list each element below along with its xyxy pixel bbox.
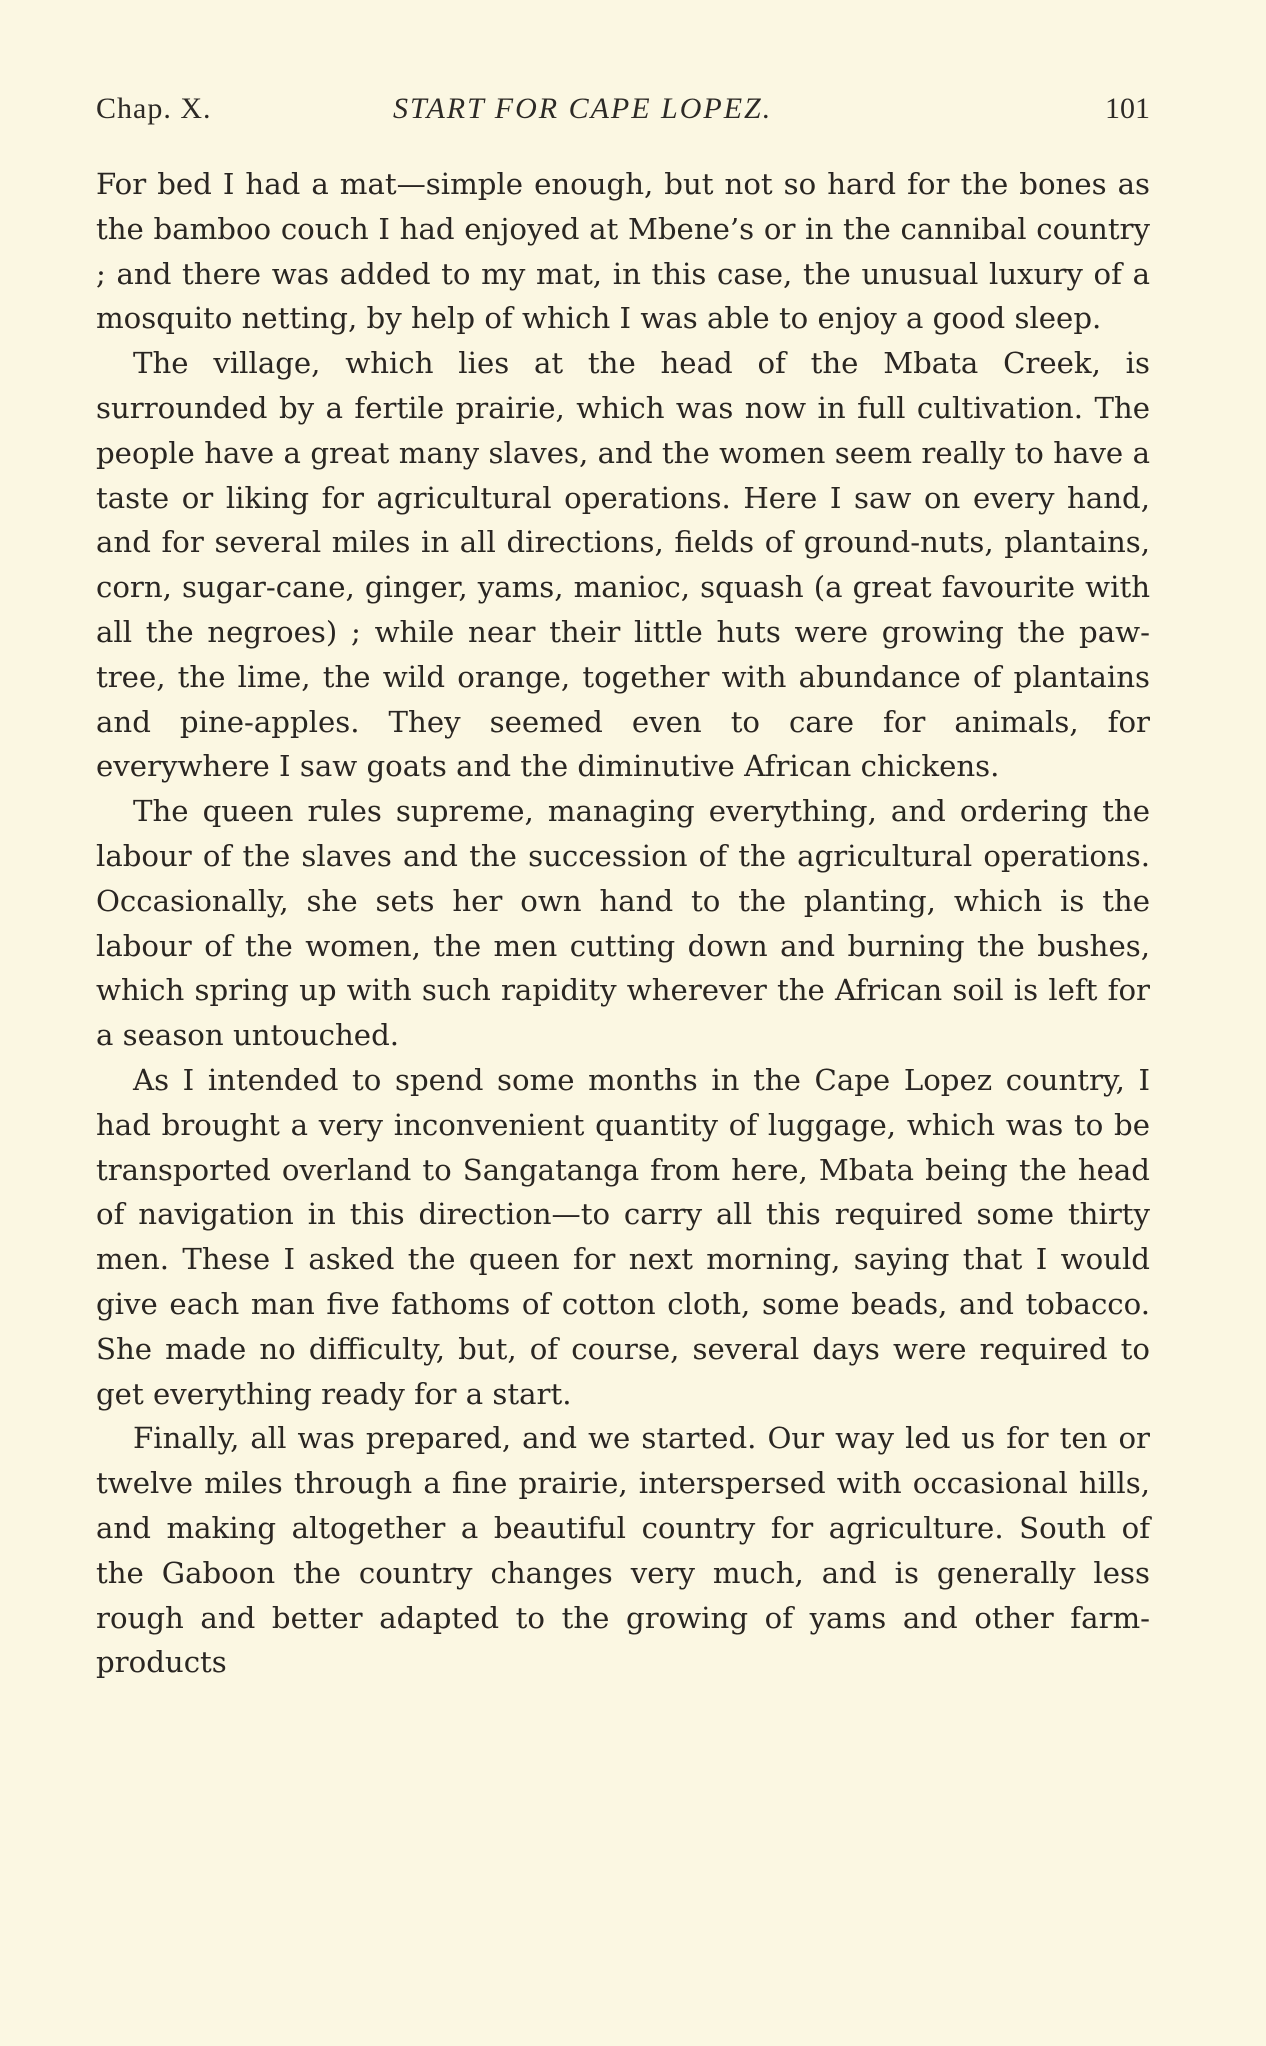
chapter-label: Chap. X. xyxy=(96,92,212,125)
paragraph: Finally, all was prepared, and we started. Our way led us for ten or twelve miles through a fine prairie, interspersed with occasional hills, and making altogether a beautiful country for agriculture. South of the Gaboon the country changes very much, and is generally less rough and better adapted to the growing of yams and other farm-products xyxy=(96,1421,1150,1680)
body-text xyxy=(96,162,1150,1685)
paragraph: As I intended to spend some months in the Cape Lopez country, I had brought a very inconvenient quantity of luggage, which was to be transported overland to Sangatanga from here, Mbata being the head of navigation in this direction—to carry all this required some thirty men. These I asked the queen for next morning, saying that I would give each man five fathoms of cotton cloth, some beads, and tobacco. She made no difficulty, but, of course, several days were required to get everything ready for a start. xyxy=(96,1062,1150,1411)
running-title: START FOR CAPE LOPEZ. xyxy=(393,92,773,125)
page-number: 101 xyxy=(1105,92,1150,125)
running-header xyxy=(96,92,1150,132)
paragraph: The village, which lies at the head of the Mbata Creek, is surrounded by a fertile prairie, which was now in full cultivation. The people have a great many slaves, and the women seem really to have a taste or liking for agricultural operations. Here I saw on every hand, and for several miles in all directions, fields of ground-nuts, plantains, corn, sugar-cane, ginger, yams, manioc, squash (a great favourite with all the negroes) ; while near their little huts were growing the paw-tree, the lime, the wild orange, together with abundance of plantains and pine-apples. They seemed even to care for animals, for everywhere I saw goats and the diminutive African chickens. xyxy=(96,346,1150,784)
paragraph: For bed I had a mat—simple enough, but not so hard for the bones as the bamboo couch I had enjoyed at Mbene’s or in the cannibal country ; and there was added to my mat, in this case, the unusual luxury of a mosquito netting, by help of which I was able to enjoy a good sleep. xyxy=(96,167,1150,336)
paragraph: The queen rules supreme, managing everything, and ordering the labour of the slaves and the succession of the agricultural operations. Occasionally, she sets her own hand to the planting, which is the labour of the women, the men cutting down and burning the bushes, which spring up with such rapidity wherever the African soil is left for a season untouched. xyxy=(96,794,1150,1053)
